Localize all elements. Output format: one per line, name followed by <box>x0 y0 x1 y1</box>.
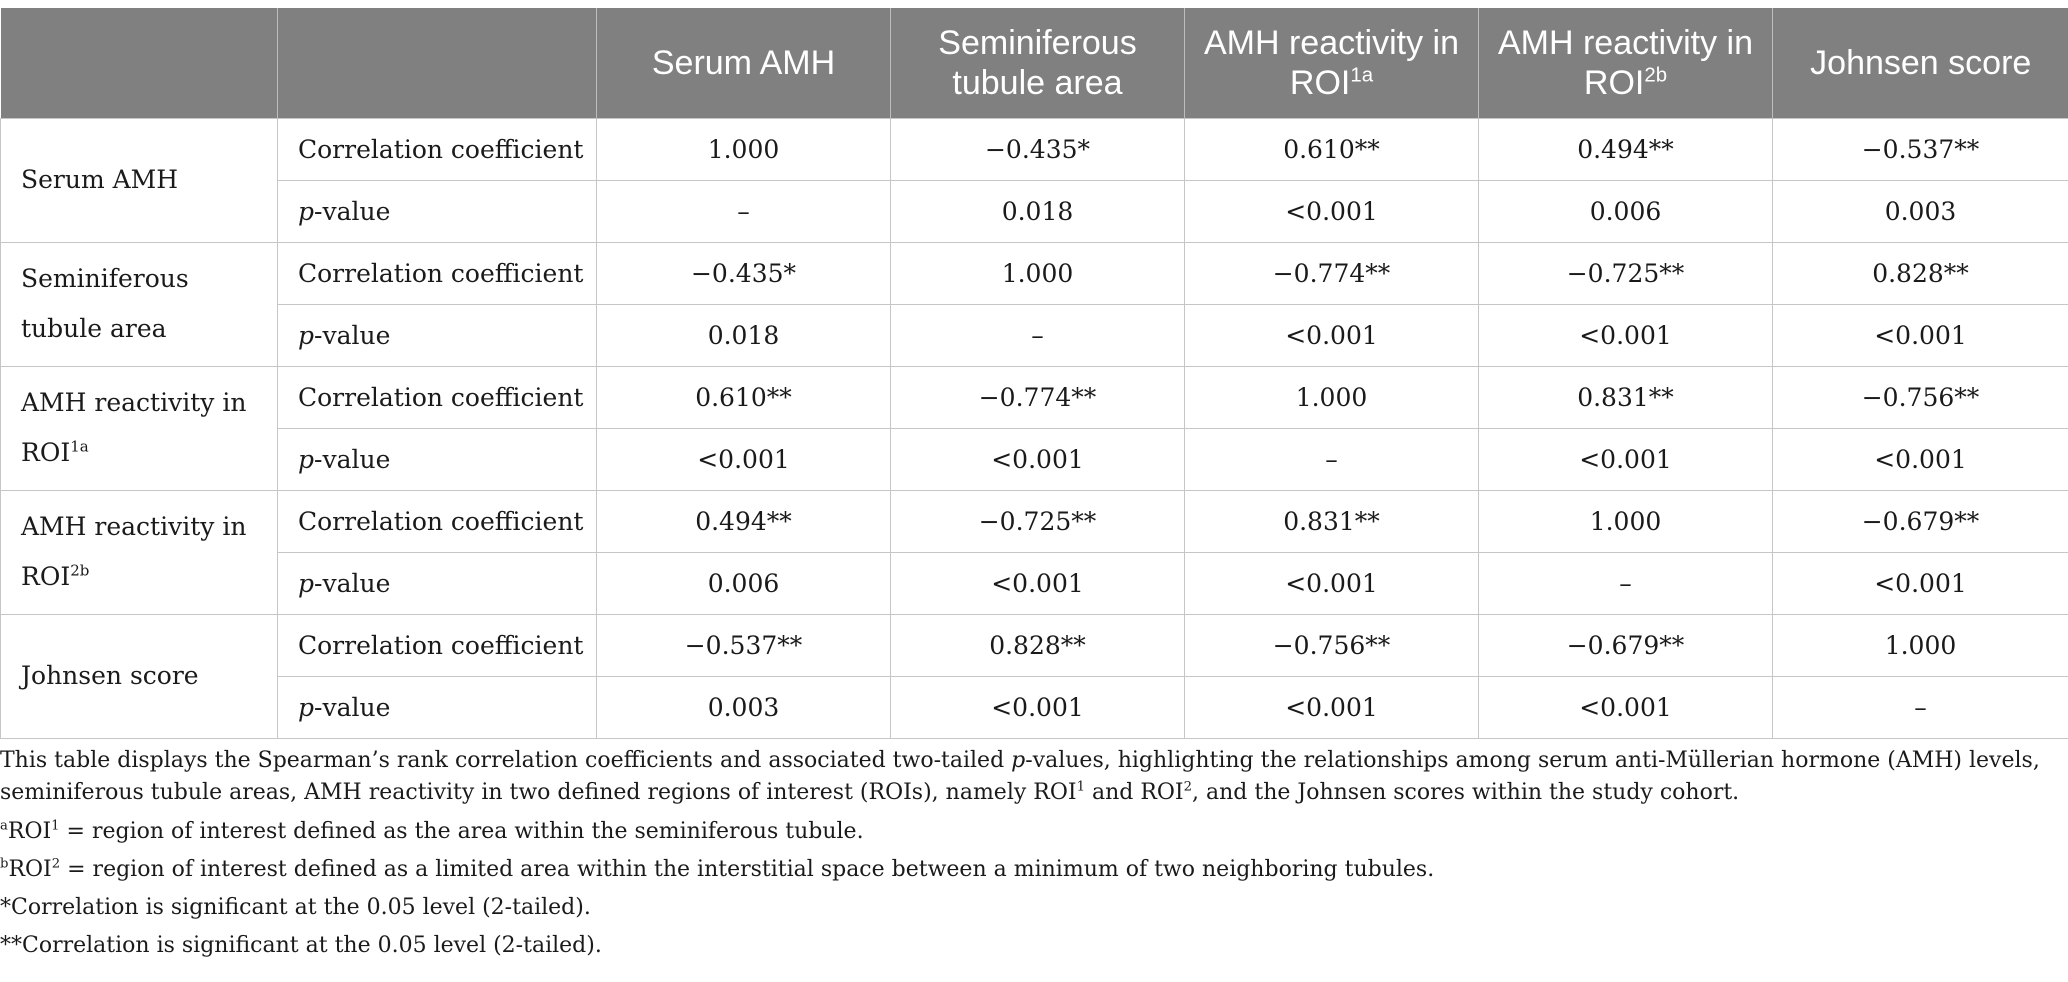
header-label: Johnsen score <box>1810 43 2032 82</box>
row-label-text: Johnsen score <box>21 661 199 690</box>
header-johnsen-score <box>1773 8 2068 118</box>
note-superscript: 2 <box>1183 779 1193 795</box>
note-text: *Correlation is significant at the 0.05 level (2-tailed). <box>0 895 591 920</box>
note-text: ROI <box>7 819 52 844</box>
metric-label-correlation: Correlation coefficient <box>278 118 597 180</box>
metric-label-pvalue <box>278 428 597 490</box>
pvalue-cell-amh-roi1: <0.001 <box>1185 304 1479 366</box>
row-label-text: Serum AMH <box>21 165 179 194</box>
pvalue-cell-serum-amh: 0.018 <box>597 304 891 366</box>
corr-cell-amh-roi2: 0.494** <box>1479 118 1773 180</box>
corr-cell-tubule-area: 1.000 <box>891 242 1185 304</box>
note-text: = region of interest defined as the area within the seminiferous tubule. <box>59 819 864 844</box>
note-superscript: 2 <box>51 856 61 872</box>
header-label: AMH reactivity in ROI <box>1497 23 1754 102</box>
note-text: = region of interest defined as a limited area within the interstitial space between a minimum of two neighboring tubules. <box>60 857 1435 882</box>
pvalue-suffix: -value <box>314 568 391 598</box>
metric-label-pvalue <box>278 552 597 614</box>
row-label <box>1 118 278 242</box>
table-row <box>1 304 2068 366</box>
row-label-text: AMH reactivity in ROI <box>21 512 247 591</box>
corr-cell-amh-roi2: 1.000 <box>1479 490 1773 552</box>
pvalue-cell-tubule-area: <0.001 <box>891 676 1185 738</box>
table-row <box>1 552 2068 614</box>
table-row <box>1 490 2068 552</box>
corr-cell-tubule-area: −0.435* <box>891 118 1185 180</box>
metric-label-pvalue <box>278 180 597 242</box>
pvalue-cell-serum-amh: 0.003 <box>597 676 891 738</box>
pvalue-cell-johnsen-score: – <box>1773 676 2068 738</box>
row-label <box>1 242 278 366</box>
pvalue-suffix: -value <box>314 692 391 722</box>
corr-cell-amh-roi1: −0.756** <box>1185 614 1479 676</box>
header-tubule-area <box>891 8 1185 118</box>
header-label: Serum AMH <box>651 43 836 82</box>
footnote-marker: b <box>0 856 9 872</box>
pvalue-cell-amh-roi1: <0.001 <box>1185 180 1479 242</box>
pvalue-cell-tubule-area: 0.018 <box>891 180 1185 242</box>
pvalue-suffix: -value <box>314 444 391 474</box>
header-superscript: 1a <box>1350 64 1374 87</box>
metric-label-correlation: Correlation coefficient <box>278 614 597 676</box>
corr-cell-johnsen-score: 1.000 <box>1773 614 2068 676</box>
note-italic: p <box>1011 748 1026 773</box>
corr-cell-amh-roi1: −0.774** <box>1185 242 1479 304</box>
pvalue-cell-johnsen-score: <0.001 <box>1773 552 2068 614</box>
table-footnotes <box>0 745 2060 965</box>
pvalue-italic-p: p <box>298 568 315 598</box>
footnote-single-star <box>0 889 2060 927</box>
corr-cell-johnsen-score: 0.828** <box>1773 242 2068 304</box>
header-label: AMH reactivity in ROI <box>1203 23 1460 102</box>
correlation-table <box>0 8 2068 739</box>
header-serum-amh <box>597 8 891 118</box>
table-row <box>1 676 2068 738</box>
note-superscript: 1 <box>51 818 60 834</box>
row-label-superscript: 2b <box>70 561 90 580</box>
corr-cell-amh-roi1: 0.610** <box>1185 118 1479 180</box>
pvalue-cell-johnsen-score: <0.001 <box>1773 304 2068 366</box>
metric-label-pvalue <box>278 304 597 366</box>
corr-cell-serum-amh: 1.000 <box>597 118 891 180</box>
corr-cell-johnsen-score: −0.756** <box>1773 366 2068 428</box>
pvalue-cell-amh-roi2: 0.006 <box>1479 180 1773 242</box>
corr-cell-tubule-area: 0.828** <box>891 614 1185 676</box>
corr-cell-amh-roi2: −0.679** <box>1479 614 1773 676</box>
note-text: ROI <box>8 857 52 882</box>
pvalue-cell-amh-roi1: <0.001 <box>1185 552 1479 614</box>
note-text: and ROI <box>1084 780 1184 805</box>
pvalue-cell-serum-amh: 0.006 <box>597 552 891 614</box>
corr-cell-serum-amh: 0.494** <box>597 490 891 552</box>
pvalue-cell-serum-amh: <0.001 <box>597 428 891 490</box>
corr-cell-johnsen-score: −0.679** <box>1773 490 2068 552</box>
corr-cell-amh-roi2: −0.725** <box>1479 242 1773 304</box>
table-row <box>1 242 2068 304</box>
footnote-a <box>0 813 2060 851</box>
header-empty-cell <box>1 8 278 118</box>
corr-cell-amh-roi1: 1.000 <box>1185 366 1479 428</box>
pvalue-italic-p: p <box>298 196 315 226</box>
pvalue-suffix: -value <box>314 320 391 350</box>
corr-cell-amh-roi2: 0.831** <box>1479 366 1773 428</box>
footnote-marker: a <box>0 818 8 834</box>
header-empty-cell <box>278 8 597 118</box>
pvalue-cell-amh-roi1: – <box>1185 428 1479 490</box>
pvalue-cell-amh-roi1: <0.001 <box>1185 676 1479 738</box>
table-row <box>1 180 2068 242</box>
pvalue-cell-johnsen-score: <0.001 <box>1773 428 2068 490</box>
pvalue-cell-amh-roi2: <0.001 <box>1479 428 1773 490</box>
corr-cell-serum-amh: −0.435* <box>597 242 891 304</box>
note-text: This table displays the Spearman’s rank correlation coefficients and associated two-tailed <box>0 748 1012 773</box>
corr-cell-amh-roi1: 0.831** <box>1185 490 1479 552</box>
header-amh-roi2 <box>1479 8 1773 118</box>
corr-cell-johnsen-score: −0.537** <box>1773 118 2068 180</box>
metric-label-correlation: Correlation coefficient <box>278 490 597 552</box>
pvalue-cell-serum-amh: – <box>597 180 891 242</box>
pvalue-cell-tubule-area: <0.001 <box>891 428 1185 490</box>
table-description <box>0 745 2060 809</box>
pvalue-italic-p: p <box>298 444 315 474</box>
footnote-double-star <box>0 927 2060 965</box>
header-superscript: 2b <box>1644 64 1668 87</box>
pvalue-italic-p: p <box>298 692 315 722</box>
corr-cell-serum-amh: −0.537** <box>597 614 891 676</box>
row-label <box>1 490 278 614</box>
note-text: -values, highlighting the relationships among serum anti-Müllerian hormone (AMH) levels, seminiferous tubule areas, AMH reactivity in two defined regions of interest (ROIs), namely ROI <box>0 748 2040 805</box>
corr-cell-serum-amh: 0.610** <box>597 366 891 428</box>
row-label-text: AMH reactivity in ROI <box>21 388 247 467</box>
pvalue-cell-tubule-area: – <box>891 304 1185 366</box>
pvalue-cell-amh-roi2: <0.001 <box>1479 676 1773 738</box>
pvalue-italic-p: p <box>298 320 315 350</box>
pvalue-cell-johnsen-score: 0.003 <box>1773 180 2068 242</box>
pvalue-cell-amh-roi2: <0.001 <box>1479 304 1773 366</box>
header-label: Seminiferous tubule area <box>938 23 1137 102</box>
note-superscript: 1 <box>1076 779 1085 795</box>
footnote-b <box>0 851 2060 889</box>
header-row <box>1 8 2068 118</box>
table-body <box>1 118 2068 738</box>
metric-label-correlation: Correlation coefficient <box>278 242 597 304</box>
metric-label-pvalue <box>278 676 597 738</box>
table-row <box>1 118 2068 180</box>
pvalue-cell-tubule-area: <0.001 <box>891 552 1185 614</box>
corr-cell-tubule-area: −0.774** <box>891 366 1185 428</box>
note-text: , and the Johnsen scores within the study cohort. <box>1192 780 1740 805</box>
pvalue-cell-amh-roi2: – <box>1479 552 1773 614</box>
table-row <box>1 428 2068 490</box>
pvalue-suffix: -value <box>314 196 391 226</box>
table-row <box>1 614 2068 676</box>
table-header <box>1 8 2068 118</box>
row-label-superscript: 1a <box>70 437 89 456</box>
row-label <box>1 614 278 738</box>
header-amh-roi1 <box>1185 8 1479 118</box>
table-row <box>1 366 2068 428</box>
note-text: **Correlation is significant at the 0.05 level (2-tailed). <box>0 933 602 958</box>
corr-cell-tubule-area: −0.725** <box>891 490 1185 552</box>
row-label-text: Seminiferous tubule area <box>21 264 189 343</box>
row-label <box>1 366 278 490</box>
metric-label-correlation: Correlation coefficient <box>278 366 597 428</box>
